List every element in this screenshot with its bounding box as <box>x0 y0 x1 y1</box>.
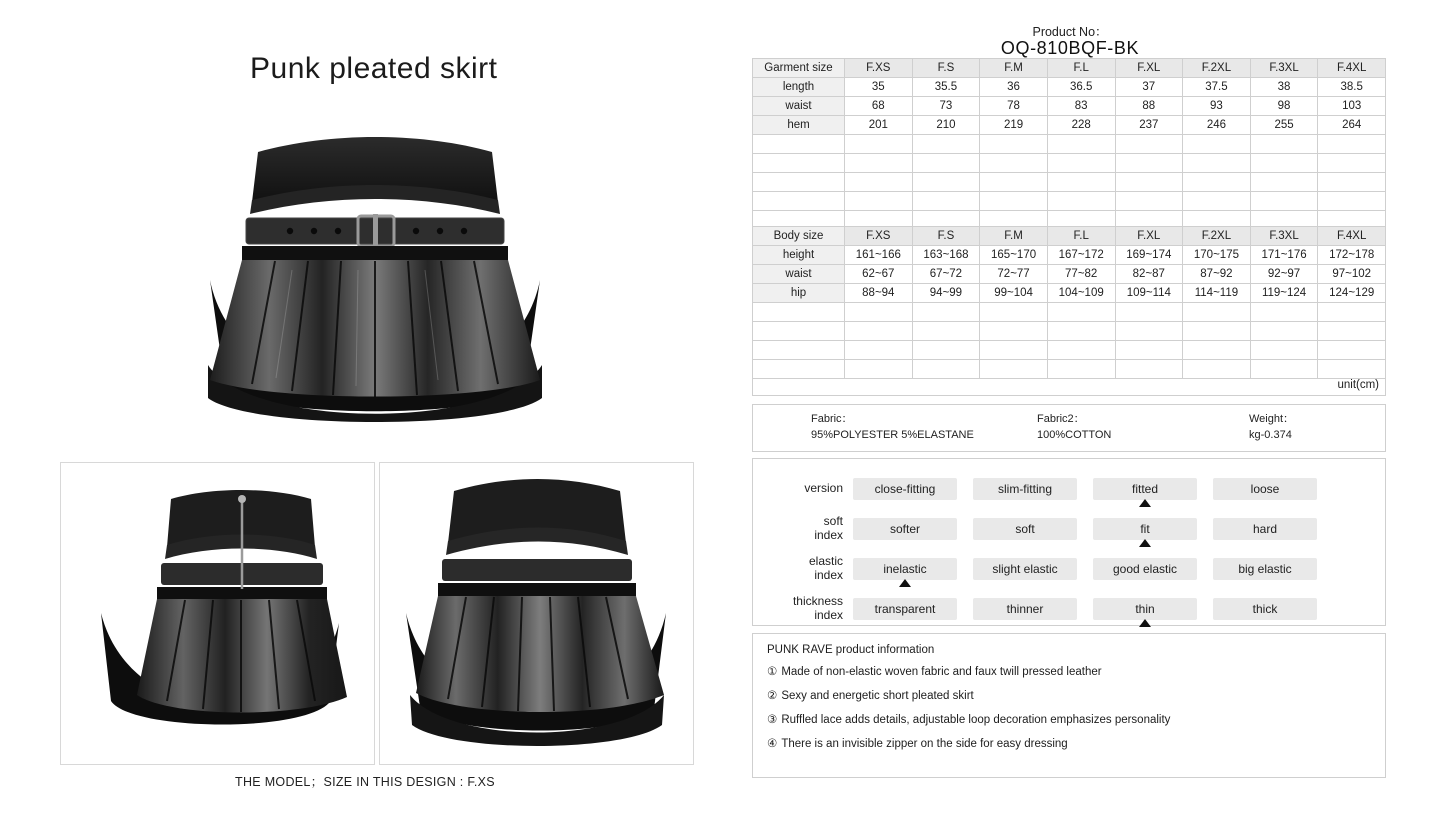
table-cell-empty <box>1047 154 1115 173</box>
product-information-item <box>767 665 1371 680</box>
table-cell-empty <box>845 192 913 211</box>
column-header: F.S <box>912 59 980 78</box>
fabric1-label: Fabric： <box>811 413 853 426</box>
table-row <box>753 97 1386 116</box>
table-cell-empty <box>1318 135 1386 154</box>
weight-value: kg-0.374 <box>1249 429 1292 441</box>
index-option[interactable]: soft <box>973 518 1077 540</box>
table-cell-empty <box>1318 173 1386 192</box>
table-cell: 210 <box>912 116 980 135</box>
index-option[interactable]: softer <box>853 518 957 540</box>
body-size-table <box>752 226 1386 379</box>
table-cell-empty <box>1318 154 1386 173</box>
row-header: hem <box>753 116 845 135</box>
table-cell: 228 <box>1047 116 1115 135</box>
weight-cell <box>1215 412 1385 444</box>
column-header: F.XL <box>1115 59 1183 78</box>
table-cell-empty <box>980 341 1048 360</box>
table-cell-empty <box>1047 135 1115 154</box>
table-cell-empty <box>912 322 980 341</box>
selection-marker-icon <box>1139 539 1151 547</box>
row-header: height <box>753 246 845 265</box>
table-cell: 36 <box>980 78 1048 97</box>
index-label: thickness index <box>792 594 843 622</box>
table-cell: 35 <box>845 78 913 97</box>
table-cell-empty <box>1047 173 1115 192</box>
table-cell-empty <box>912 341 980 360</box>
index-option[interactable]: thinner <box>973 598 1077 620</box>
table-cell-empty <box>1250 135 1318 154</box>
index-options <box>853 598 1317 620</box>
unit-label: unit(cm) <box>752 375 1386 396</box>
table-cell-empty <box>1115 192 1183 211</box>
table-row-empty <box>753 173 1386 192</box>
table-row-empty <box>753 154 1386 173</box>
product-number-value: OQ-810BQF-BK <box>1000 38 1140 58</box>
table-cell-empty <box>1115 135 1183 154</box>
index-option[interactable]: transparent <box>853 598 957 620</box>
thumbnail-side-view[interactable] <box>60 462 375 765</box>
page-title: Punk pleated skirt <box>250 52 498 85</box>
table-cell-empty <box>753 154 845 173</box>
table-cell-empty <box>1047 322 1115 341</box>
column-header: F.XL <box>1115 227 1183 246</box>
table-cell: 38 <box>1250 78 1318 97</box>
table-cell: 99~104 <box>980 284 1048 303</box>
column-header: F.3XL <box>1250 59 1318 78</box>
table-header-row <box>753 59 1386 78</box>
table-cell-empty <box>1250 173 1318 192</box>
product-information-box <box>752 633 1386 778</box>
table-cell-empty <box>1183 341 1251 360</box>
table-cell-empty <box>845 154 913 173</box>
table-cell: 97~102 <box>1318 265 1386 284</box>
table-cell-empty <box>980 154 1048 173</box>
thumbnail-row <box>60 462 694 765</box>
column-header: F.XS <box>845 227 913 246</box>
table-cell-empty <box>1115 341 1183 360</box>
table-cell: 104~109 <box>1047 284 1115 303</box>
index-row <box>761 549 1377 589</box>
table-cell: 37.5 <box>1183 78 1251 97</box>
table-cell-empty <box>1250 303 1318 322</box>
row-header: hip <box>753 284 845 303</box>
table-row-empty <box>753 322 1386 341</box>
table-cell-empty <box>1115 322 1183 341</box>
table-cell: 255 <box>1250 116 1318 135</box>
item-number: ① <box>767 666 778 678</box>
index-options <box>853 558 1317 580</box>
table-cell: 109~114 <box>1115 284 1183 303</box>
product-information-list <box>767 665 1371 752</box>
table-row <box>753 265 1386 284</box>
table-cell: 36.5 <box>1047 78 1115 97</box>
item-text: Ruffled lace adds details, adjustable loop decoration emphasizes personality <box>781 713 1171 726</box>
fabric2-cell <box>989 412 1215 444</box>
table-cell: 38.5 <box>1318 78 1386 97</box>
table-cell: 68 <box>845 97 913 116</box>
table-cell-empty <box>1250 341 1318 360</box>
index-option[interactable]: close-fitting <box>853 478 957 500</box>
column-header: F.M <box>980 227 1048 246</box>
column-header: F.3XL <box>1250 227 1318 246</box>
table-cell: 37 <box>1115 78 1183 97</box>
index-option[interactable]: fit <box>1093 518 1197 540</box>
table-cell-empty <box>912 135 980 154</box>
table-cell: 103 <box>1318 97 1386 116</box>
index-option[interactable]: thin <box>1093 598 1197 620</box>
item-text: Made of non-elastic woven fabric and faux twill pressed leather <box>781 666 1102 678</box>
table-cell-empty <box>845 303 913 322</box>
table-cell-empty <box>753 192 845 211</box>
table-row-empty <box>753 303 1386 322</box>
table-cell: 94~99 <box>912 284 980 303</box>
item-number: ④ <box>767 737 778 750</box>
table-cell: 98 <box>1250 97 1318 116</box>
table-cell-empty <box>1115 154 1183 173</box>
table-cell-empty <box>1250 192 1318 211</box>
table-cell: 170~175 <box>1183 246 1251 265</box>
table-row-empty <box>753 192 1386 211</box>
fabric1-value: 95%POLYESTER 5%ELASTANE <box>811 429 974 441</box>
table-cell-empty <box>845 341 913 360</box>
index-option[interactable]: good elastic <box>1093 558 1197 580</box>
table-cell-empty <box>1183 173 1251 192</box>
product-information-item <box>767 737 1371 752</box>
table-cell: 264 <box>1318 116 1386 135</box>
table-cell-empty <box>1047 303 1115 322</box>
column-header: F.M <box>980 59 1048 78</box>
table-cell: 77~82 <box>1047 265 1115 284</box>
fabric-info-box <box>752 404 1386 452</box>
table-cell: 73 <box>912 97 980 116</box>
product-information-title: PUNK RAVE product information <box>767 644 935 656</box>
row-header: length <box>753 78 845 97</box>
table-row-empty <box>753 135 1386 154</box>
table-cell: 88~94 <box>845 284 913 303</box>
column-header: F.2XL <box>1183 227 1251 246</box>
table-cell-empty <box>1250 154 1318 173</box>
table-cell: 93 <box>1183 97 1251 116</box>
column-header: F.4XL <box>1318 59 1386 78</box>
model-size-note: THE MODEL；SIZE IN THIS DESIGN : F.XS <box>235 775 495 789</box>
skirt-illustration-side <box>61 463 374 764</box>
table-cell-empty <box>1318 322 1386 341</box>
index-label: soft index <box>814 514 843 542</box>
index-label: elastic index <box>808 554 843 582</box>
table-cell-empty <box>1183 135 1251 154</box>
product-information-item <box>767 713 1371 728</box>
table-cell-empty <box>753 341 845 360</box>
table-cell-empty <box>1183 322 1251 341</box>
selection-marker-icon <box>1139 499 1151 507</box>
table-cell-empty <box>1318 303 1386 322</box>
index-row <box>761 469 1377 509</box>
column-header: F.L <box>1047 59 1115 78</box>
table-header-row <box>753 227 1386 246</box>
selection-marker-icon <box>1139 619 1151 627</box>
table-cell-empty <box>912 192 980 211</box>
table-cell: 165~170 <box>980 246 1048 265</box>
table-row <box>753 246 1386 265</box>
index-row <box>761 589 1377 629</box>
product-information-item <box>767 689 1371 704</box>
column-header: F.S <box>912 227 980 246</box>
table-cell-empty <box>753 322 845 341</box>
table-cell: 83 <box>1047 97 1115 116</box>
table-cell-empty <box>1183 192 1251 211</box>
table-cell-empty <box>1047 192 1115 211</box>
table-cell: 161~166 <box>845 246 913 265</box>
table-cell-empty <box>980 192 1048 211</box>
item-text: Sexy and energetic short pleated skirt <box>781 689 974 702</box>
item-number: ② <box>767 689 778 702</box>
table-cell: 35.5 <box>912 78 980 97</box>
attribute-index-box <box>752 458 1386 626</box>
index-option[interactable]: inelastic <box>853 558 957 580</box>
table-cell-empty <box>753 173 845 192</box>
table-row <box>753 284 1386 303</box>
table-cell: 219 <box>980 116 1048 135</box>
column-header: F.L <box>1047 227 1115 246</box>
fabric2-value: 100%COTTON <box>1037 429 1112 441</box>
skirt-illustration-front <box>180 130 570 450</box>
index-option[interactable]: slight elastic <box>973 558 1077 580</box>
table-cell-empty <box>1318 341 1386 360</box>
table-cell-empty <box>845 173 913 192</box>
index-options <box>853 478 1317 500</box>
fabric2-label: Fabric2： <box>1037 413 1085 426</box>
product-number-label: Product No： <box>1032 25 1108 39</box>
table-row <box>753 116 1386 135</box>
table-cell-empty <box>1183 154 1251 173</box>
table-cell-empty <box>912 154 980 173</box>
table-cell: 124~129 <box>1318 284 1386 303</box>
table-cell-empty <box>753 135 845 154</box>
table-cell-empty <box>1318 192 1386 211</box>
index-option[interactable]: fitted <box>1093 478 1197 500</box>
table-cell-empty <box>980 303 1048 322</box>
selection-marker-icon <box>899 579 911 587</box>
table-cell: 62~67 <box>845 265 913 284</box>
garment-size-table <box>752 58 1386 230</box>
table-cell-empty <box>980 173 1048 192</box>
weight-label: Weight： <box>1249 413 1295 426</box>
table-cell: 163~168 <box>912 246 980 265</box>
table-cell-empty <box>1250 322 1318 341</box>
index-option[interactable]: slim-fitting <box>973 478 1077 500</box>
table-cell: 246 <box>1183 116 1251 135</box>
table-cell-empty <box>980 322 1048 341</box>
table-cell: 167~172 <box>1047 246 1115 265</box>
table-cell-empty <box>1183 303 1251 322</box>
fabric1-cell <box>753 412 989 444</box>
table-row <box>753 78 1386 97</box>
column-header: Body size <box>753 227 845 246</box>
item-text: There is an invisible zipper on the side for easy dressing <box>781 737 1068 750</box>
row-header: waist <box>753 97 845 116</box>
table-cell: 78 <box>980 97 1048 116</box>
index-option[interactable]: loose <box>1213 478 1317 500</box>
table-cell-empty <box>1115 303 1183 322</box>
table-cell: 169~174 <box>1115 246 1183 265</box>
column-header: F.XS <box>845 59 913 78</box>
table-cell: 92~97 <box>1250 265 1318 284</box>
table-cell-empty <box>912 303 980 322</box>
table-cell-empty <box>753 303 845 322</box>
table-cell: 72~77 <box>980 265 1048 284</box>
hero-product-image <box>180 130 570 450</box>
table-cell-empty <box>845 135 913 154</box>
thumbnail-front-view[interactable] <box>379 462 694 765</box>
table-cell: 88 <box>1115 97 1183 116</box>
index-options <box>853 518 1317 540</box>
table-cell: 201 <box>845 116 913 135</box>
column-header: Garment size <box>753 59 845 78</box>
table-cell-empty <box>980 135 1048 154</box>
index-label: version <box>804 481 843 496</box>
table-cell: 67~72 <box>912 265 980 284</box>
table-row-empty <box>753 341 1386 360</box>
table-cell: 171~176 <box>1250 246 1318 265</box>
column-header: F.2XL <box>1183 59 1251 78</box>
table-cell: 82~87 <box>1115 265 1183 284</box>
table-cell-empty <box>912 173 980 192</box>
item-number: ③ <box>767 713 778 726</box>
table-cell-empty <box>845 322 913 341</box>
skirt-illustration-front-thumb <box>380 463 693 764</box>
column-header: F.4XL <box>1318 227 1386 246</box>
table-cell: 172~178 <box>1318 246 1386 265</box>
table-cell: 87~92 <box>1183 265 1251 284</box>
table-cell: 114~119 <box>1183 284 1251 303</box>
index-option[interactable]: thick <box>1213 598 1317 620</box>
table-cell-empty <box>1047 341 1115 360</box>
index-option[interactable]: big elastic <box>1213 558 1317 580</box>
table-cell-empty <box>1115 173 1183 192</box>
row-header: waist <box>753 265 845 284</box>
index-option[interactable]: hard <box>1213 518 1317 540</box>
index-row <box>761 509 1377 549</box>
table-cell: 237 <box>1115 116 1183 135</box>
table-cell: 119~124 <box>1250 284 1318 303</box>
